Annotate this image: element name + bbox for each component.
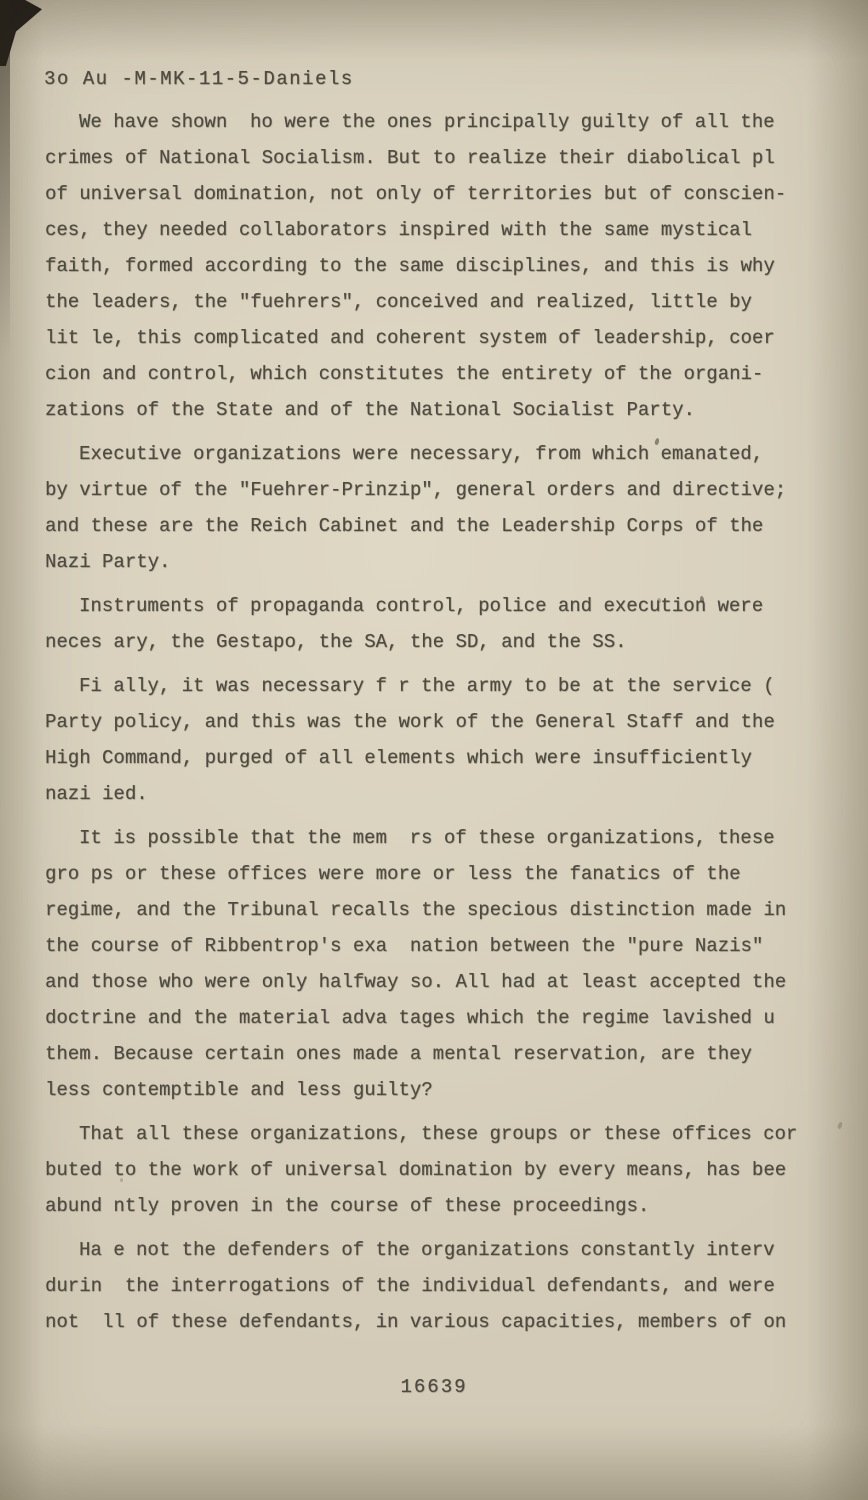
paragraph	[45, 588, 835, 660]
text-line: Nazi Party.	[45, 551, 171, 573]
text-line: neces ary, the Gestapo, the SA, the SD, and the SS.	[45, 631, 627, 653]
text-line: the course of Ribbentrop's exa nation between the "pure Nazis"	[45, 935, 764, 957]
ink-speck	[837, 1122, 843, 1130]
text-line: less contemptible and less guilty?	[45, 1079, 433, 1101]
text-line: That all these organizations, these groups or these offices cor	[79, 1123, 798, 1145]
text-line: We have shown ho were the ones principally guilty of all the	[79, 111, 775, 133]
text-line: doctrine and the material adva tages which the regime lavished u	[45, 1007, 775, 1029]
text-line: regime, and the Tribunal recalls the specious distinction made in	[45, 899, 787, 921]
text-line: lit le, this complicated and coherent system of leadership, coer	[45, 327, 775, 349]
text-line: Party policy, and this was the work of the General Staff and the	[45, 711, 775, 733]
text-line: Ha e not the defenders of the organizations constantly interv	[79, 1239, 775, 1261]
text-line: gro ps or these offices were more or less the fanatics of the	[45, 863, 741, 885]
text-line: cion and control, which constitutes the entirety of the organi-	[45, 363, 764, 385]
text-line: by virtue of the "Fuehrer-Prinzip", general orders and directive;	[45, 479, 787, 501]
text-line: ces, they needed collaborators inspired with the same mystical	[45, 219, 752, 241]
scan-edge-shadow	[0, 0, 10, 360]
text-line: It is possible that the mem rs of these organizations, these	[79, 827, 775, 849]
text-line: durin the interrogations of the individual defendants, and were	[45, 1275, 775, 1297]
text-line: the leaders, the "fuehrers", conceived and realized, little by	[45, 291, 752, 313]
text-line: and those who were only halfway so. All had at least accepted the	[45, 971, 787, 993]
text-line: Fi ally, it was necessary f r the army to be at the service (	[79, 675, 775, 697]
text-line: faith, formed according to the same disciplines, and this is why	[45, 255, 775, 277]
paragraph	[45, 820, 835, 1108]
document-body	[45, 104, 835, 1340]
text-line: nazi ied.	[45, 783, 148, 805]
page-number: 16639	[400, 1376, 468, 1398]
text-line: of universal domination, not only of territories but of conscien-	[45, 183, 787, 205]
text-line: not ll of these defendants, in various capacities, members of on	[45, 1311, 787, 1333]
page-header: 3o Au -M-MK-11-5-Daniels	[44, 68, 354, 90]
paragraph	[45, 1232, 835, 1340]
paragraph	[45, 1116, 835, 1224]
paragraph	[45, 436, 835, 580]
text-line: High Command, purged of all elements which were insufficiently	[45, 747, 752, 769]
text-line: and these are the Reich Cabinet and the Leadership Corps of the	[45, 515, 764, 537]
text-line: abund ntly proven in the course of these proceedings.	[45, 1195, 650, 1217]
paragraph	[45, 104, 835, 428]
text-line: zations of the State and of the National Socialist Party.	[45, 399, 695, 421]
text-line: Executive organizations were necessary, from which emanated,	[79, 443, 764, 465]
text-line: crimes of National Socialism. But to realize their diabolical pl	[45, 147, 775, 169]
text-line: buted to the work of universal domination by every means, has bee	[45, 1159, 787, 1181]
text-line: them. Because certain ones made a mental reservation, are they	[45, 1043, 752, 1065]
text-line: Instruments of propaganda control, police and execution were	[79, 595, 764, 617]
paragraph	[45, 668, 835, 812]
